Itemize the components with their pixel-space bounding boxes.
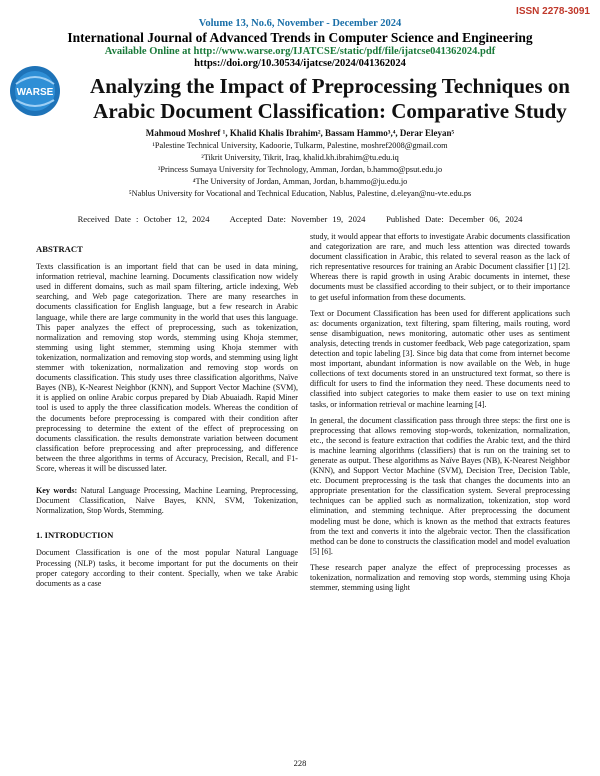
affiliation-3: ³Princess Sumaya University for Technology, Amman, Jordan, b.hammo@psut.edu.jo [157, 165, 443, 174]
introduction-heading: 1. INTRODUCTION [36, 530, 114, 541]
paragraph-2: Text or Document Classification has been used for different applications such as: documents organization, text filtering, spam filtering, mails routing, word sense disambiguation, news monitoring, automatic other uses as sentiment analysis, detecting trends in customer feedback, Web page categorization, spam detection and topic labeling [3]. Since big data that come from internet become most important, abundant information is now available on the Web, in huge collections of text documents stored in an unstructured text format, so there is difficult for users to find the information they need. These documents need to classified into subject categories to make them easier to use on text mining tasks, or information retrieval or machine learning [4]. [310, 308, 570, 409]
affiliation-1: ¹Palestine Technical University, Kadoorie, Tulkarm, Palestine, moshref2008@gmail.com [152, 141, 448, 150]
affiliation-4: ⁴The University of Jordan, Amman, Jordan, b.hammo@ju.edu.jo [192, 177, 408, 186]
title-line-1: Analyzing the Impact of Preprocessing Techniques on [90, 74, 570, 98]
page-number: 228 [293, 758, 307, 768]
title-line-2: Arabic Document Classification: Comparative Study [93, 99, 567, 123]
affiliation-5: ⁵Nablus University for Vocational and Technical Education, Nablus, Palestine, d.eleyan@nu-vte.edu.ps [128, 189, 472, 198]
volume-line: Volume 13, No.6, November - December 2024 [198, 18, 402, 29]
available-online-link[interactable]: Available Online at http://www.warse.org/IJATCSE/static/pdf/file/ijatcse041362024.pdf [104, 46, 496, 57]
paragraph-3: In general, the document classification pass through three steps: the first one is preprocessing that allows removing stop-words, tokenization, normalization, etc., the second is feature extraction that codifies the Arabic text, and the third is machine learning algorithms (classifiers) that is run on the training set to generate as output. These algorithms as Naïve Bayes (NB), K-Nearest Neighbor (KNN), and Support Vector Machine (SVM), Decision Tree, Decision Table, etc. Document preprocessing is the task that changes the documents into an appropriate presentation for the classification system. Several preprocessing techniques can be applied such as normalization, tokenization, stop word elimination, and stemming technique. After preprocessing the document modeling must be done, which is known as the method that extracts features from the text and converts it into the algebraic vector. Then the classification method can be done to constructs the classification model and model evaluation [5] [6]. [310, 415, 570, 556]
accepted-date: Accepted Date: November 19, 2024 [229, 214, 366, 224]
abstract-heading: ABSTRACT [36, 244, 83, 254]
keywords-text: Natural Language Processing, Machine Learning, Preprocessing, Document Classification, Naïve Bayes, KNN, SVM, Tokenization, Normalization, Stop Words, Stemming. [36, 486, 298, 516]
keywords-label: Key words: [36, 486, 78, 496]
published-date: Published Date: December 06, 2024 [386, 214, 523, 224]
received-date: Received Date : October 12, 2024 [77, 214, 210, 224]
journal-name: International Journal of Advanced Trends in Computer Science and Engineering [67, 30, 533, 45]
introduction-text: Document Classification is one of the most popular Natural Language Processing (NLP) tasks, it become important for put the documents on their proper category according to their content. Specially, when we take Arabic documents as a case [36, 548, 298, 588]
doi-link[interactable]: https://doi.org/10.30534/ijatcse/2024/041362024 [194, 58, 406, 69]
abstract-text: Texts classification is an important field that can be used in data mining, information retrieval, machine learning. Documents classification now widely used in different domains, such as mail spam filtering, article indexing, Web searching, and Web page categorization. There are many researches in documents classification for English language, but a few research in Arabic language, while there are large community in the world that uses this language. This paper analyzes the effect of preprocessing, such as tokenization, normalization and removing stop words, stemming using Khoja stemmer, stemming using light stemmer, stemming using Khoja stemmer with tokenization, normalization and removing stop words, and stemming using light stemmer with tokenization, normalization and removing stop words on documents classification. This study uses three classification algorithms, Naïve Bayes (NB), K-Nearest Neighbor (KNN), and Support Vector Machine (SVM), it is applied on online Arabic corpus prepared by Diab Abuaiadh. Rapid Miner tool is used to apply the three classification models. Whereas the condition of the documents before preprocessing is compared with their condition after preprocessing to determine the extent of the effect of preprocessing on documents classification. the results demonstrate variation between document classification before preprocessing and after preprocessing, and difference between the three algorithms in terms of Accuracy, Precision, Recall, and F1-Score, whereas it will be discussed later. [36, 262, 298, 473]
paragraph-1: study, it would appear that efforts to investigate Arabic documents classification and categorization are rare, and much less attention was directed towards document classification in Arabic, this related to several reason as the lack of rich representative resources for training an Arabic Document classifier [1] [2]. Whereas there is rapid growth in using Arabic documents in internet, these documents must be classified according to their subject, or to their importance to get useful information from these documents. [310, 232, 570, 302]
dates-line [0, 214, 600, 224]
paper-title [70, 74, 590, 124]
right-column [310, 232, 570, 599]
keywords [36, 486, 298, 516]
paragraph-4: These research paper analyze the effect of preprocessing processes as tokenization, normalization and removing stop words, stemming using Khoja stemmer, stemming using light [310, 562, 570, 593]
warse-logo [8, 64, 62, 118]
authors: Mahmoud Moshref ¹, Khalid Khalis Ibrahim², Bassam Hammo³,⁴, Derar Eleyan⁵ [145, 128, 455, 138]
affiliation-2: ²Tikrit University, Tikrit, Iraq, khalid.kh.ibrahim@tu.edu.iq [201, 153, 399, 162]
left-column [36, 244, 298, 595]
logo-text: WARSE [16, 87, 54, 98]
issn: ISSN 2278-3091 [516, 6, 590, 17]
